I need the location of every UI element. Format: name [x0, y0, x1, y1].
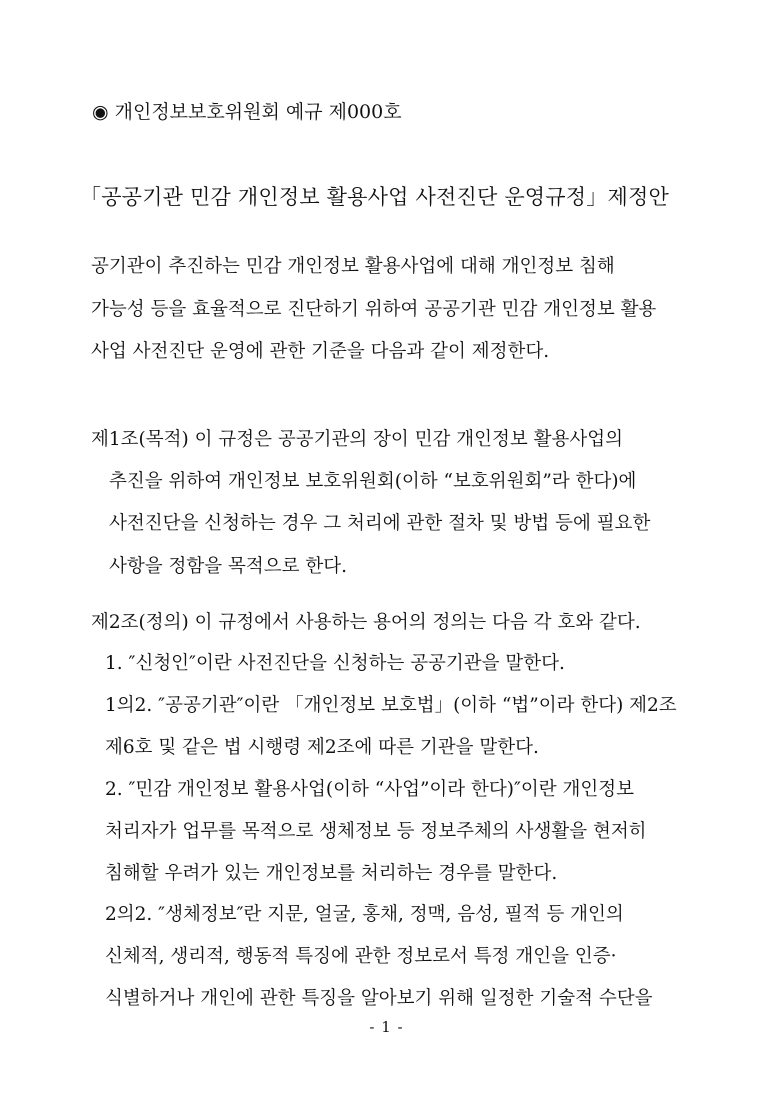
regulation-number-header: ◉ 개인정보보호위원회 예규 제000호 — [92, 101, 402, 123]
article1-first-line — [91, 428, 623, 452]
article1-heading: 제1조(목적) — [91, 429, 189, 450]
article2-item-1-2-line-1: 1의2. ″공공기관″이란 「개인정보 보호법」(이하 “법”이라 한다) 제2조 — [105, 695, 677, 716]
article2-first-line — [91, 611, 641, 635]
article2-item-2-2-line-2: 신체적, 생리적, 행동적 특징에 관한 정보로서 특정 개인을 인증· — [105, 946, 617, 967]
article2-item-2-2-line-3: 식별하거나 개인에 관한 특징을 알아보기 위해 일정한 기술적 수단을 — [105, 988, 653, 1009]
article2-intro: 이 규정에서 사용하는 용어의 정의는 다음 각 호와 같다. — [188, 612, 641, 633]
article2-heading: 제2조(정의) — [91, 612, 189, 633]
article2-item-2-2-line-1: 2의2. ″생체정보″란 지문, 얼굴, 홍채, 정맥, 음성, 필적 등 개인의 — [105, 904, 624, 925]
article2-item-1: 1. ″신청인″이란 사전진단을 신청하는 공공기관을 말한다. — [105, 653, 565, 674]
article1-line-4: 사항을 정함을 목적으로 한다. — [109, 556, 347, 577]
article1-line-2: 추진을 위하여 개인정보 보호위원회(이하 “보호위원회”라 한다)에 — [109, 471, 637, 492]
article2-item-2-line-1: 2. ″민감 개인정보 활용사업(이하 “사업”이라 한다)″이란 개인정보 — [105, 779, 635, 800]
document-title: 「공공기관 민감 개인정보 활용사업 사전진단 운영규정」제정안 — [80, 185, 669, 209]
article1-line-1: 이 규정은 공공기관의 장이 민감 개인정보 활용사업의 — [188, 429, 624, 450]
preamble-line-3: 사업 사전진단 운영에 관한 기준을 다음과 같이 제정한다. — [91, 341, 550, 362]
preamble-line-2: 가능성 등을 효율적으로 진단하기 위하여 공공기관 민감 개인정보 활용 — [91, 299, 657, 320]
article2-item-2-line-3: 침해할 우려가 있는 개인정보를 처리하는 경우를 말한다. — [105, 863, 558, 884]
article1-line-3: 사전진단을 신청하는 경우 그 처리에 관한 절차 및 방법 등에 필요한 — [109, 513, 651, 534]
article2-item-2-line-2: 처리자가 업무를 목적으로 생체정보 등 정보주체의 사생활을 현저히 — [105, 821, 647, 842]
article2-item-1-2-line-2: 제6호 및 같은 법 시행령 제2조에 따른 기관을 말한다. — [105, 737, 539, 758]
preamble-line-1: 공기관이 추진하는 민감 개인정보 활용사업에 대해 개인정보 침해 — [91, 256, 615, 277]
page-number: - 1 - — [369, 1018, 404, 1036]
